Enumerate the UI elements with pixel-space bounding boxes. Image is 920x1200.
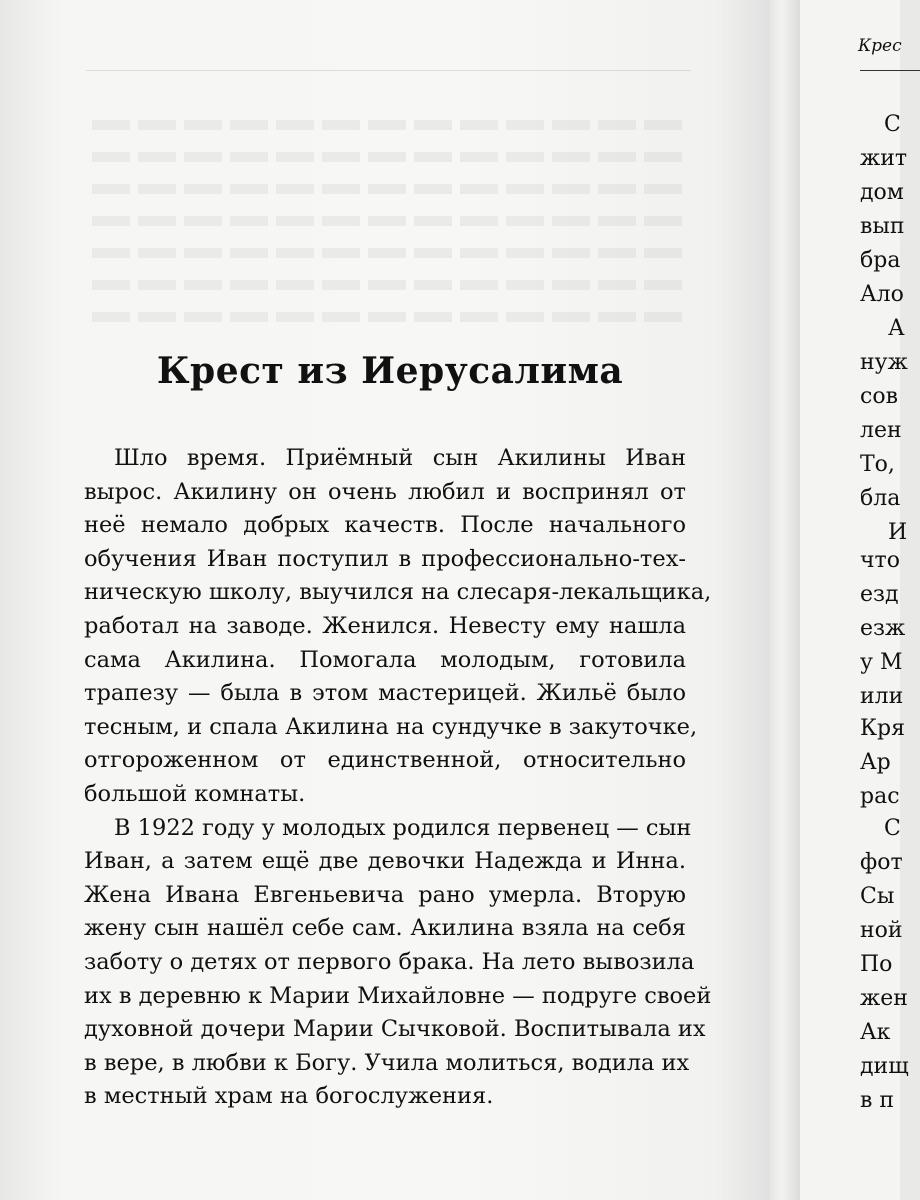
right-page-text-fragment: сов [860,384,898,409]
right-page-text-fragment: у М [860,650,903,675]
right-page-text-fragment: дом [860,180,904,205]
right-page-text-fragment: Кря [860,716,905,741]
right-page-text-fragment: жит [860,146,908,171]
right-page-text-fragment: что [860,548,900,573]
right-page-text-fragment: ной [860,918,903,943]
text-line: работал на заводе. Женился. Невесту ему нашла [84,612,686,639]
right-page-text-fragment: лен [860,418,902,443]
text-line: большой комнаты. [84,780,306,807]
text-line: вырос. Акилину он очень любил и воспринял от [84,478,686,505]
right-page-text-fragment: И [888,520,908,545]
right-page-text-fragment: или [860,684,904,709]
text-line: Жена Ивана Евгеньевича рано умерла. Вторую [84,881,686,908]
book-gutter [770,0,800,1200]
right-page-text-fragment: нуж [860,350,908,375]
right-page-text-fragment: С [884,112,901,137]
right-page-text-fragment: Ар [860,750,891,775]
right-page-text-fragment: езж [860,616,906,641]
text-line: духовной дочери Марии Сычковой. Воспитывала их [84,1016,706,1043]
show-through-header [86,46,691,71]
right-page-text-fragment: бла [860,486,901,511]
text-line: В 1922 году у молодых родился первенец — сын [114,814,692,841]
right-page-text-fragment: в п [860,1088,895,1113]
show-through-text [92,120,687,344]
right-page-text-fragment: Ало [860,282,904,307]
right-page-text-fragment: Сы [860,884,895,909]
paragraph-2 [84,812,712,1114]
body-text [84,442,712,1114]
text-line: в местный храм на богослужения. [84,1083,494,1110]
right-page [800,0,909,1200]
text-line: жену сын нашёл себе сам. Акилина взяла на себя [84,915,686,942]
text-line: обучения Иван поступил в профессионально-тех- [84,545,686,572]
right-page-text-fragment: По [860,952,893,977]
right-page-text-fragment: вып [860,214,905,239]
text-line: неё немало добрых качеств. После начального [84,512,686,539]
right-page-text-fragment: То, [860,452,895,477]
right-page-text-fragment: дищ [860,1054,909,1079]
right-page-text-fragment: жен [860,986,908,1011]
text-line: заботу о детях от первого брака. На лето вывозила [84,948,695,975]
text-line: тесным, и спала Акилина на сундучке в закуточке, [84,713,698,740]
text-line: трапезу — была в этом мастерицей. Жильё было [84,680,686,707]
text-line: их в деревню к Марии Михайловне — подруге своей [84,982,712,1009]
text-line: в вере, в любви к Богу. Учила молиться, водила их [84,1049,690,1076]
right-page-text-fragment: рас [860,784,900,809]
right-page-text-fragment: бра [860,248,901,273]
text-line: сама Акилина. Помогала молодым, готовила [84,646,686,673]
paragraph-1 [84,442,712,812]
text-line: Иван, а затем ещё две девочки Надежда и Инна. [84,848,686,875]
chapter-title: Крест из Иерусалима [156,350,624,392]
right-page-text-fragment: езд [860,582,899,607]
header-rule [860,70,920,71]
text-line: ническую школу, выучился на слесаря-лекальщика, [84,579,712,606]
right-page-text-fragment: С [884,816,901,841]
right-page-text-fragment: Ак [860,1020,891,1045]
right-page-header: Крес [858,36,902,56]
right-page-text-fragment: А [888,316,905,341]
text-line: Шло время. Приёмный сын Акилины Иван [114,445,686,471]
text-line: отгороженном от единственной, относительно [84,747,686,774]
right-page-text-fragment: фот [860,850,903,875]
